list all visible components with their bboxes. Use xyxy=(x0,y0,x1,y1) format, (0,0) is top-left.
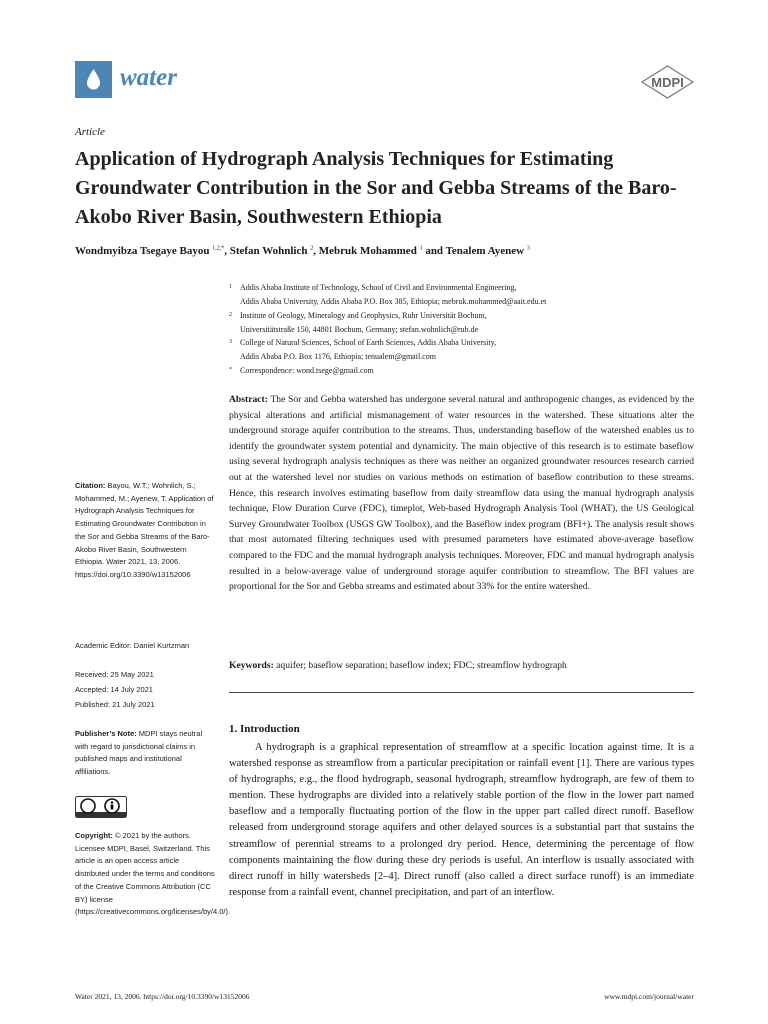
journal-name: water xyxy=(120,64,177,91)
journal-logo-icon xyxy=(75,61,112,98)
affiliation-3: 3 College of Natural Sciences, School of Earth Sciences, Addis Ababa University, Addis Ababa P.O. Box 1176, Ethiopia; tenualem@gmail.com xyxy=(229,338,497,361)
section-heading: 1. Introduction xyxy=(229,723,300,735)
copyright-notice: Copyright: © 2021 by the authors. Licensee MDPI, Basel, Switzerland. This article is an open access article distributed under the terms and conditions of the Creative Commons Attribution (CC BY) license (https://creativecommons.org/licenses/by/4.0/). xyxy=(75,831,231,917)
keywords-text: aquifer; baseflow separation; baseflow index; FDC; streamflow hydrograph xyxy=(276,660,567,671)
cc-by-license-icon[interactable] xyxy=(75,796,127,818)
footer-url[interactable]: www.mdpi.com/journal/water xyxy=(604,992,694,1001)
abstract-text: The Sor and Gebba watershed has undergone several natural and anthropogenic changes, as evidenced by the physical alterations and artificial mismanagement of water resources in the watershed. These situations alter the underground storage aquifer contribution to the streams. Thus, understanding baseflow of the watershed enables us to identify the groundwater system potential and dynamicity. The main objective of this research is to estimate baseflow using several hydrograph analysis techniques as there was neither an organized groundwater resources research carried out at the watershed level nor studies on various methods on estimation of baseflow contribution to these streams. Hence, this research involves estimating baseflow from daily streamflow data using the manual hydrograph analysis technique, Flow Duration Curve (FDC), timeplot, Web-based Hydrograph Analysis Tool (WHAT), the US Geological Survey Groundwater Toolbox (USGS GW Toolbox), and the Baseflow index program (BFI+). The analysis result shows that most automated filtering techniques used with presumed parameters have estimated above-average baseflow compared to the FDC and the manual hydrograph analysis techniques. Moreover, FDC and manual hydrograph analysis resulted in a below-average value of underground storage aquifer contribution to streamflow. The BFI values are proportional for the Sor and Gebba streams and estimated about 33% for the entire watershed. xyxy=(229,394,694,593)
keywords xyxy=(229,660,694,671)
publisher-note: Publisher’s Note: MDPI stays neutral with regard to jurisdictional claims in published maps and institutional affiliations. xyxy=(75,729,203,777)
article-type: Article xyxy=(75,126,105,138)
divider xyxy=(229,692,694,693)
article-title: Application of Hydrograph Analysis Techniques for Estimating Groundwater Contribution in the Sor and Gebba Streams of the Baro-Akobo River Basin, Southwestern Ethiopia xyxy=(75,148,677,228)
author-list: Wondmyibza Tsegaye Bayou $^{1,2,*}$, Stefan Wohnlich $^2$, Mebruk Mohammed $^1$ and Tenalem Ayenew $^3$ xyxy=(75,245,530,257)
abstract-label: Abstract: xyxy=(229,394,268,405)
citation-block: Citation: Bayou, W.T.; Wohnlich, S.; Mohammed, M.; Ayenew, T. Application of Hydrograph Analysis Techniques for Estimating Groundwater Contribution in the Sor and Gebba Streams of the Baro-Akobo River Basin, Southwestern Ethiopia. Water 2021, 13, 2006. https://doi.org/10.3390/w13152006 xyxy=(75,481,214,579)
publisher-logo xyxy=(640,65,695,99)
affiliation-2: 2 Institute of Geology, Mineralogy and Geophysics, Ruhr Universität Bochum, Universitätstraße 150, 44801 Bochum, Germany; stefan.wohnlich@rub.de xyxy=(229,311,487,334)
keywords-label: Keywords: xyxy=(229,660,274,671)
received-date: Received: 25 May 2021 xyxy=(75,670,154,679)
academic-editor: Academic Editor: Daniel Kurtzman xyxy=(75,641,190,650)
correspondence: * Correspondence: wond.tsege@gmail.com xyxy=(229,366,374,375)
affiliation-1: 1 Addis Ababa Institute of Technology, School of Civil and Environmental Engineering, Addis Ababa University, Addis Ababa P.O. Box 385, Ethiopia; mebruk.mohammed@aait.edu.et xyxy=(229,283,547,306)
published-date: Published: 21 July 2021 xyxy=(75,700,155,709)
footer-citation[interactable]: Water 2021, 13, 2006. https://doi.org/10.3390/w13152006 xyxy=(75,992,250,1001)
abstract xyxy=(229,392,694,595)
publisher-name: MDPI xyxy=(651,75,684,90)
introduction-paragraph: A hydrograph is a graphical representation of streamflow at a specific location against time. It is a watershed response as streamflow from a particular precipitation or rainfall event [1]. There are various types of hydrographs, e.g., the flood hydrograph, seasonal hydrograph, streamflow hydrograph, are few of them to mention. These hydrographs are divided into a relatively stable portion of the flow in the lower part named baseflow and a temporally fluctuating portion of the flow in the upper part called direct runoff. Baseflow released from underground storage aquifers and other delayed sources is a substantial part that sustains the streamflow of perennial streams to a prolonged dry period. Hence, determining the percentage of flow components maintaining the flow during these dry periods is useful. An interflow is usually associated with direct runoff in hilly watersheds [2–4]. Direct runoff (also called a direct surface runoff) is an immediate response from a rainfall event, channel precipitation, and part of an interflow. xyxy=(229,742,694,898)
accepted-date: Accepted: 14 July 2021 xyxy=(75,685,153,694)
